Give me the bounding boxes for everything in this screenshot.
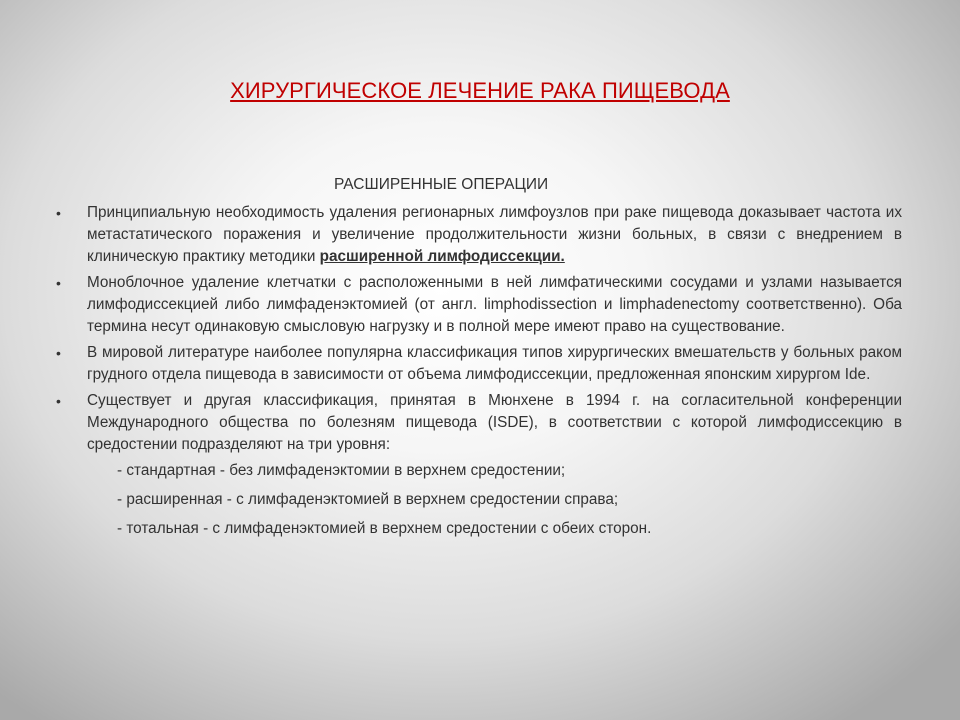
bullet-text: Принципиальную необходимость удаления регионарных лимфоузлов при раке пищевода доказывает частота их метастатического поражения и увеличение продолжительности жизни больных, в связи с внедрением в клиническую практику методики расширенной лимфодиссекции.: [87, 204, 902, 265]
section-subtitle: РАСШИРЕННЫЕ ОПЕРАЦИИ: [334, 176, 549, 193]
bullet-item: [56, 272, 902, 338]
sub-item: - расширенная - с лимфаденэктомией в верхнем средостении справа;: [117, 491, 619, 508]
bullet-text: Моноблочное удаление клетчатки с расположенными в ней лимфатическими сосудами и узлами называется лимфодиссекцией либо лимфаденэктомией (от англ. limphodissection и limphadenectomy соответственно). Оба термина несут одинаковую смысловую нагрузку и в полной мере имеют право на существование.: [87, 274, 902, 335]
bullet-list: [56, 202, 902, 547]
sub-item: - стандартная - без лимфаденэктомии в верхнем средостении;: [117, 462, 566, 479]
bullet-item: [56, 202, 902, 268]
bullet-text: Существует и другая классификация, принятая в Мюнхене в 1994 г. на согласительной конференции Международного общества по болезням пищевода (ISDE), в соответствии с которой лимфодиссекцию в средостении подразделяют на три уровня:: [87, 392, 902, 453]
bullet-item: [56, 342, 902, 386]
bullet-text: В мировой литературе наиболее популярна классификация типов хирургических вмешательств у больных раком грудного отдела пищевода в зависимости от объема лимфодиссекции, предложенная японским хирургом Ide.: [87, 344, 902, 383]
bullet-icon: •: [56, 345, 61, 361]
slide-title: ХИРУРГИЧЕСКОЕ ЛЕЧЕНИЕ РАКА ПИЩЕВОДА: [230, 78, 730, 103]
bullet-icon: •: [56, 205, 61, 221]
bullet-icon: •: [56, 275, 61, 291]
sub-list: [117, 460, 902, 540]
emphasis-text: расширенной лимфодиссекции.: [319, 248, 565, 265]
bullet-item: [56, 390, 902, 456]
sub-item: - тотальная - с лимфаденэктомией в верхнем средостении с обеих сторон.: [117, 520, 652, 537]
bullet-icon: •: [56, 393, 61, 409]
